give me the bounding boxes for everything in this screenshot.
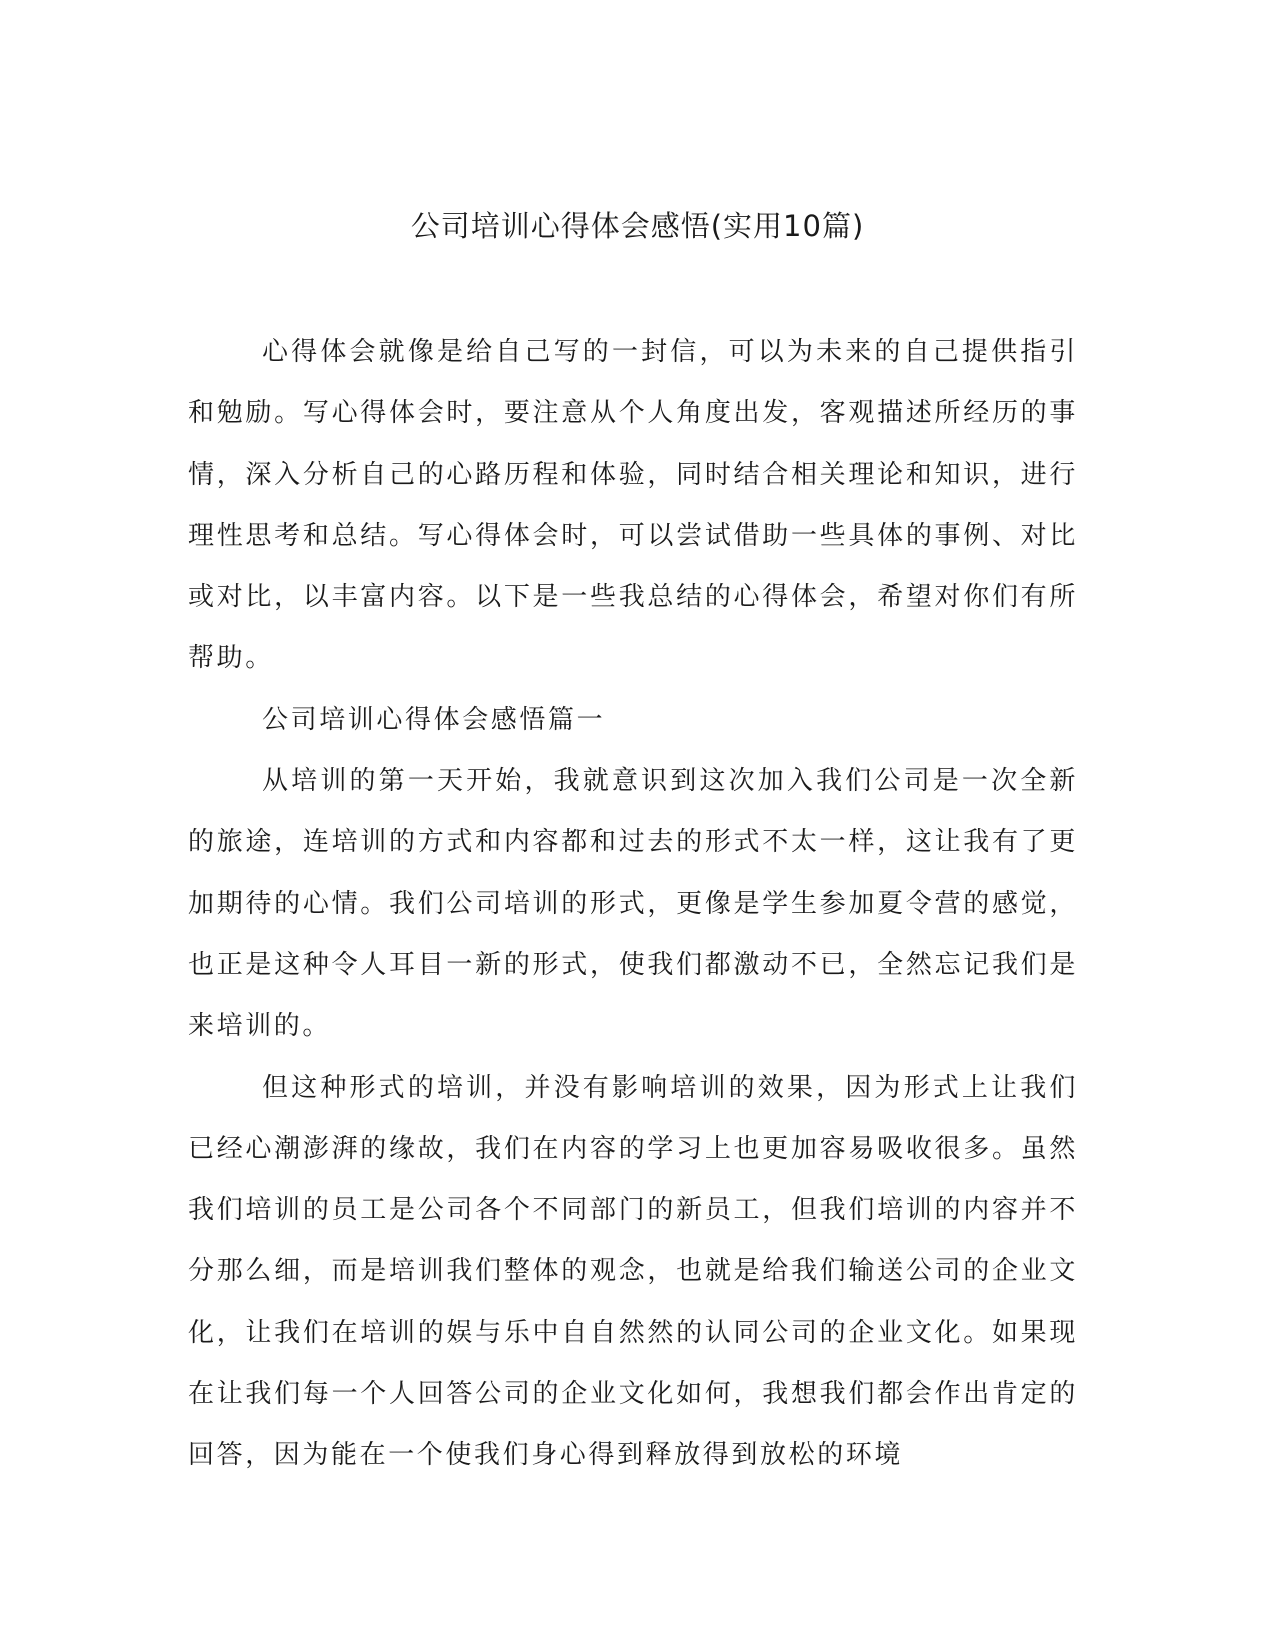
section-heading: 公司培训心得体会感悟篇一 xyxy=(262,704,606,735)
body-paragraph: 但这种形式的培训，并没有影响培训的效果，因为形式上让我们已经心潮澎湃的缘故，我们在内容的学习上也更加容易吸收很多。虽然我们培训的员工是公司各个不同部门的新员工，但我们培训的内容并不分那么细，而是培训我们整体的观念，也就是给我们输送公司的企业文化，让我们在培训的娱与乐中自自然然的认同公司的企业文化。如果现在让我们每一个人回答公司的企业文化如何，我想我们都会作出肯定的回答，因为能在一个使我们身心得到释放得到放松的环境 xyxy=(188,1072,1078,1471)
intro-paragraph: 心得体会就像是给自己写的一封信，可以为未来的自己提供指引和勉励。写心得体会时，要注意从个人角度出发，客观描述所经历的事情，深入分析自己的心路历程和体验，同时结合相关理论和知识，进行理性思考和总结。写心得体会时，可以尝试借助一些具体的事例、对比或对比，以丰富内容。以下是一些我总结的心得体会，希望对你们有所帮助。 xyxy=(188,337,1078,674)
document-title: 公司培训心得体会感悟(实用10篇) xyxy=(410,209,865,243)
body-paragraph: 从培训的第一天开始，我就意识到这次加入我们公司是一次全新的旅途，连培训的方式和内容都和过去的形式不太一样，这让我有了更加期待的心情。我们公司培训的形式，更像是学生参加夏令营的感觉，也正是这种令人耳目一新的形式，使我们都激动不已，全然忘记我们是来培训的。 xyxy=(188,766,1078,1042)
document-body xyxy=(188,322,1078,1487)
